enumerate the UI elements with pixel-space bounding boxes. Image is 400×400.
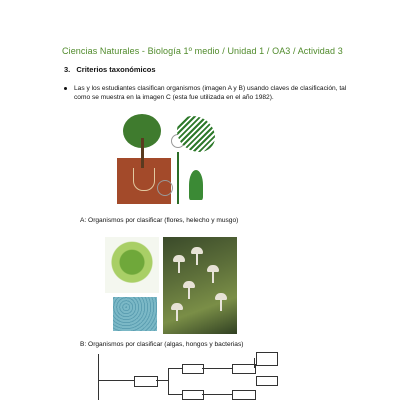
tree-connector — [202, 394, 232, 395]
breadcrumb-header: Ciencias Naturales - Biología 1º medio / Unidad 1 / OA3 / Actividad 3 — [62, 46, 343, 56]
plant-diagram-illustration — [117, 112, 217, 204]
caption-a: A: Organismos por clasificar (flores, helecho y musgo) — [80, 217, 239, 224]
mushroom-stem — [220, 299, 222, 311]
tree-connector — [156, 380, 168, 381]
section-title — [64, 65, 156, 74]
fern-frond — [177, 116, 215, 152]
tree-roots — [133, 168, 155, 191]
tree-connector — [168, 394, 182, 395]
tree-node — [134, 376, 158, 387]
mushroom-stem — [188, 287, 190, 299]
mushroom-stem — [212, 271, 214, 283]
tree-trunk — [141, 138, 144, 168]
section-number: 3. — [64, 65, 71, 74]
tree-connector — [168, 368, 169, 394]
bullet-paragraph: Las y los estudiantes clasifican organismos (imagen A y B) usando claves de clasificación, tal como se muestra en la imagen C (esta fue utilizada en el año 1982). — [74, 85, 347, 101]
mushroom-photo — [163, 237, 237, 334]
tree-node — [256, 352, 278, 366]
mushroom-stem — [176, 309, 178, 321]
tree-node — [232, 364, 256, 374]
fern-stalk — [177, 152, 179, 204]
algae-photo — [113, 297, 157, 331]
small-plant — [189, 170, 203, 200]
tree-node — [232, 390, 256, 400]
tree-connector — [254, 358, 255, 368]
classification-key-diagram — [80, 350, 280, 400]
tree-connector — [98, 380, 134, 381]
bullet-dot-icon — [64, 87, 67, 90]
tree-node — [182, 390, 204, 400]
mushroom-stem — [196, 253, 198, 265]
section-title-text: Criterios taxonómicos — [76, 65, 156, 74]
mushroom-stem — [178, 261, 180, 273]
caption-b: B: Organismos por clasificar (algas, hongos y bacterias) — [80, 341, 244, 348]
moss-photo — [105, 237, 159, 293]
tree-connector — [168, 368, 182, 369]
organisms-photo-collage — [105, 237, 237, 334]
tree-node — [256, 376, 278, 386]
tree-node — [182, 364, 204, 374]
detail-circle — [157, 180, 173, 196]
tree-connector — [98, 354, 99, 400]
tree-connector — [202, 368, 232, 369]
